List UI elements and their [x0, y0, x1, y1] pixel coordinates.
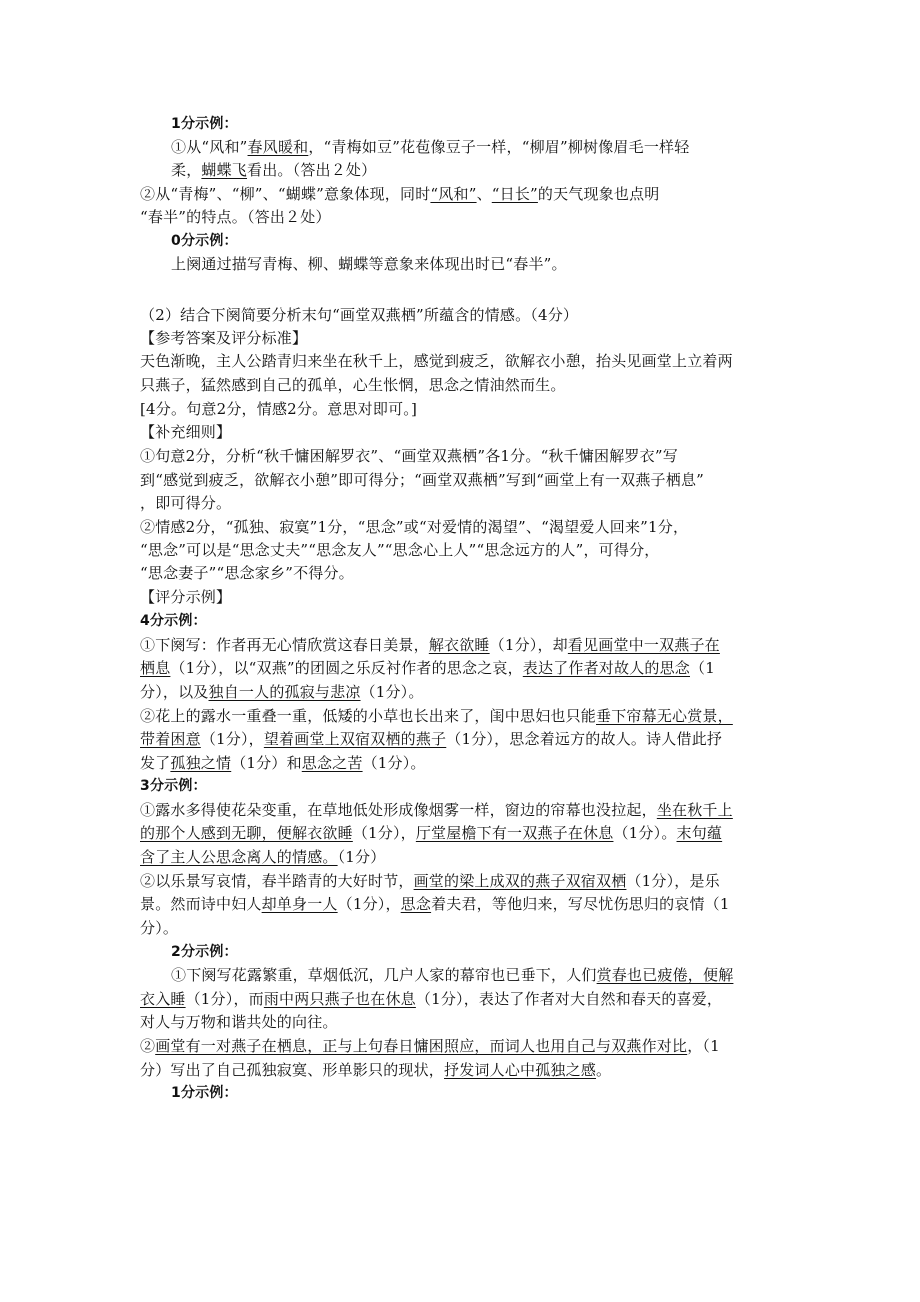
- answer-line: 天色渐晚，主人公踏青归来坐在秋千上，感觉到疲乏，欲解衣小憩，抬头见画堂上立着两: [140, 352, 733, 370]
- example-line: 带着困意（1分），望着画堂上双宿双栖的燕子（1分），思念着远方的故人。诗人借此抒: [140, 730, 723, 748]
- score-heading-1pt: 1分示例：: [171, 1085, 238, 1101]
- example-line: 含了主人公思念离人的情感。（1分）: [140, 848, 386, 866]
- example-line: ②以乐景写哀情，春半踏青的大好时节，画堂的梁上成双的燕子双宿双栖（1分），是乐: [140, 872, 720, 890]
- scoring-note: [4分。句意2分，情感2分。意思对即可。]: [140, 400, 418, 418]
- score-heading-3pt: 3分示例：: [140, 778, 207, 794]
- example-line: ②画堂有一对燕子在栖息，正与上句春日慵困照应，而词人也用自己与双燕作对比，（1: [140, 1037, 720, 1055]
- example-line: 衣入睡（1分），而雨中两只燕子也在休息（1分），表达了作者对大自然和春天的喜爱，: [140, 990, 723, 1008]
- example-line: 的那个人感到无聊，便解衣欲睡（1分），厅堂屋檐下有一双燕子在休息（1分）。末句蕴: [140, 824, 723, 842]
- example-line: 上阕通过描写青梅、柳、蝴蝶等意象来体现出时已“春半”。: [171, 255, 567, 273]
- section-heading: 【参考答案及评分标准】: [140, 329, 308, 347]
- example-line: ②花上的露水一重叠一重，低矮的小草也长出来了，闺中思妇也只能垂下帘幕无心赏景，: [140, 707, 733, 725]
- example-line: ②从“青梅”、“柳”、“蝴蝶”意象体现，同时“风和”、“日长”的天气现象也点明: [140, 185, 660, 203]
- rule-line: ①句意2分，分析“秋千慵困解罗衣”、“画堂双燕栖”各1分。“秋千慵困解罗衣”写: [140, 447, 678, 465]
- rule-line: 到“感觉到疲乏，欲解衣小憩”即可得分；“画堂双燕栖”写到“画堂上有一双燕子栖息”: [140, 471, 705, 489]
- rule-line: “思念妻子”“思念家乡”不得分。: [140, 564, 354, 582]
- score-heading-1pt: 1分示例：: [171, 116, 238, 132]
- answer-line: 只燕子，猛然感到自己的孤单，心生怅惘，思念之情油然而生。: [140, 376, 566, 394]
- example-line: ①下阕写花露繁重，草烟低沉，几户人家的幕帘也已垂下，人们赏春也已疲倦，便解: [171, 966, 734, 984]
- score-heading-0pt: 0分示例：: [171, 233, 238, 249]
- example-line: 对人与万物和谐共处的向往。: [140, 1013, 338, 1031]
- rule-line: ②情感2分，“孤独、寂寞”1分，“思念”或“对爱情的渴望”、“渴望爱人回来”1分，: [140, 518, 689, 536]
- example-line: 景。然而诗中妇人却单身一人（1分），思念着夫君，等他归来，写尽忧伤思归的哀情（1: [140, 895, 730, 913]
- example-line: 栖息（1分），以“双燕”的团圆之乐反衬作者的思念之哀，表达了作者对故人的思念（1: [140, 659, 715, 677]
- example-line: 发了孤独之情（1分）和思念之苦（1分）。: [140, 754, 426, 772]
- rule-line: ，即可得分。: [140, 494, 232, 512]
- example-line: ①下阕写：作者再无心情欣赏这春日美景，解衣欲睡（1分），却看见画堂中一双燕子在: [140, 636, 720, 654]
- example-line: ①露水多得使花朵变重，在草地低处形成像烟雾一样，窗边的帘幕也没拉起，坐在秋千上: [140, 801, 733, 819]
- score-heading-2pt: 2分示例：: [171, 944, 238, 960]
- example-line: 分）写出了自己孤独寂寞、形单影只的现状，抒发词人心中孤独之感。: [140, 1061, 612, 1079]
- example-line: 分），以及独自一人的孤寂与悲凉（1分）。: [140, 683, 424, 701]
- example-line: ①从“风和”春风暖和，“青梅如豆”花苞像豆子一样，“柳眉”柳树像眉毛一样轻: [171, 138, 690, 156]
- section-heading: 【补充细则】: [140, 423, 232, 441]
- score-heading-4pt: 4分示例：: [140, 613, 207, 629]
- section-heading: 【评分示例】: [140, 588, 232, 606]
- example-line: “春半”的特点。（答出２处）: [140, 208, 331, 226]
- rule-line: “思念”可以是“思念丈夫”“思念友人”“思念心上人”“思念远方的人”，可得分，: [140, 541, 660, 559]
- question-2: （2）结合下阕简要分析末句“画堂双燕栖”所蕴含的情感。（4分）: [140, 306, 579, 324]
- example-line: 柔，蝴蝶飞看出。（答出２处）: [171, 161, 377, 179]
- example-line: 分）。: [140, 919, 179, 937]
